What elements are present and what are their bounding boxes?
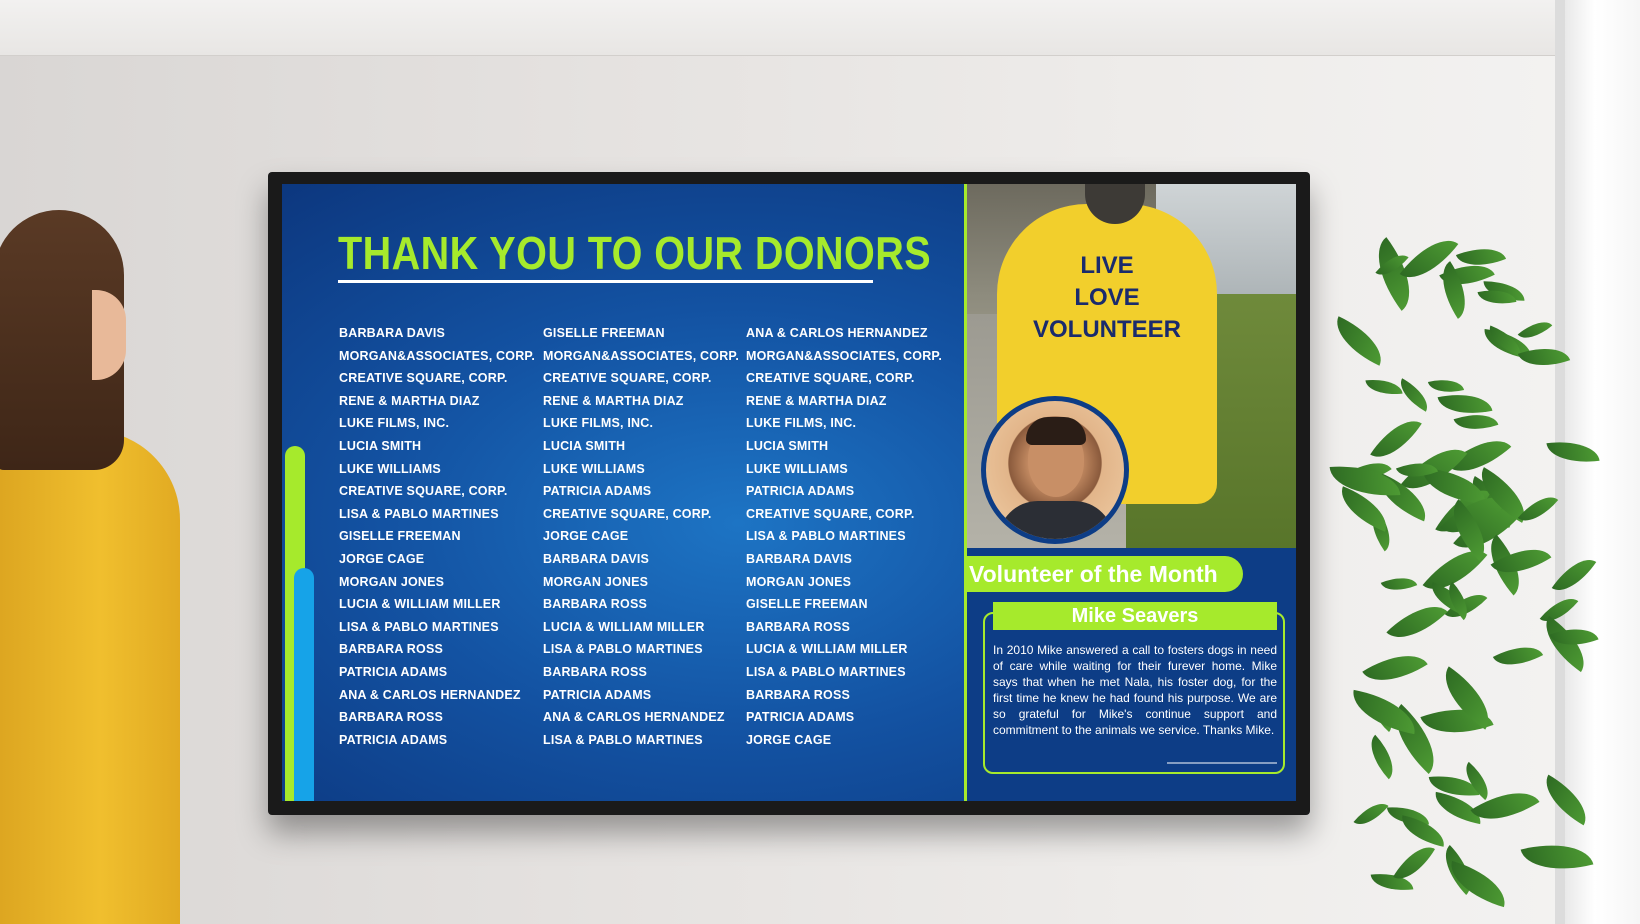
donor-name: CREATIVE SQUARE, CORP. [543, 506, 712, 521]
donor-name: LUCIA & WILLIAM MILLER [339, 597, 501, 612]
plant-leaf [1381, 570, 1418, 597]
donor-name: ANA & CARLOS HERNANDEZ [543, 710, 725, 725]
plant-leaf [1360, 734, 1403, 778]
tv-display [268, 172, 1310, 815]
donor-name: BARBARA DAVIS [543, 551, 650, 566]
plant-leaf [1518, 314, 1553, 347]
donor-name: LUCIA SMITH [339, 438, 422, 453]
page-title: THANK YOU TO OUR DONORS [338, 227, 932, 279]
plant-leaf [1444, 861, 1513, 907]
plant-leaf [1363, 641, 1428, 697]
volunteer-name: Mike Seavers [1071, 605, 1199, 627]
donor-name: CREATIVE SQUARE, CORP. [746, 371, 915, 386]
donor-name: JORGE CAGE [339, 551, 425, 566]
donor-name: BARBARA ROSS [543, 597, 648, 612]
volunteer-heading: Volunteer of the Month [969, 561, 1218, 587]
donor-name: PATRICIA ADAMS [746, 484, 855, 499]
donor-name: BARBARA ROSS [543, 664, 648, 679]
donor-name: BARBARA ROSS [339, 642, 444, 657]
woman-viewer [0, 210, 190, 924]
donor-name: MORGAN JONES [543, 574, 649, 589]
donor-name: MORGAN JONES [746, 574, 852, 589]
donor-name: GISELLE FREEMAN [339, 529, 461, 544]
donor-name: MORGAN&ASSOCIATES, CORP. [746, 348, 943, 363]
plant-leaf [1366, 376, 1403, 397]
donor-name: CREATIVE SQUARE, CORP. [543, 371, 712, 386]
donor-name: LUKE FILMS, INC. [543, 416, 654, 431]
donor-name: LUCIA & WILLIAM MILLER [543, 619, 705, 634]
ceiling [0, 0, 1640, 56]
donor-name: MORGAN&ASSOCIATES, CORP. [339, 348, 536, 363]
donor-name: LISA & PABLO MARTINES [543, 642, 703, 657]
shirt-text [997, 250, 1217, 346]
avatar-suit [998, 501, 1114, 544]
woman-face [92, 290, 126, 380]
donor-name: LUKE FILMS, INC. [339, 416, 450, 431]
plant-leaf [1518, 339, 1570, 376]
donor-name: LUCIA SMITH [746, 438, 829, 453]
donor-screen [282, 184, 1296, 801]
donor-name: CREATIVE SQUARE, CORP. [339, 484, 508, 499]
woman-yellow-shirt [0, 430, 180, 924]
donor-name: PATRICIA ADAMS [746, 710, 855, 725]
volunteer-panel [967, 184, 1296, 801]
plant-leaf [1535, 775, 1597, 826]
donor-name: CREATIVE SQUARE, CORP. [339, 371, 508, 386]
donor-name: LUKE WILLIAMS [543, 461, 645, 476]
avatar [981, 396, 1129, 544]
donor-name: BARBARA ROSS [339, 710, 444, 725]
donor-name: LUCIA & WILLIAM MILLER [746, 642, 908, 657]
donor-name: BARBARA ROSS [746, 687, 851, 702]
donor-name: LISA & PABLO MARTINES [746, 529, 906, 544]
donor-name: RENE & MARTHA DIAZ [543, 393, 684, 408]
donor-name: GISELLE FREEMAN [746, 597, 868, 612]
donor-name: PATRICIA ADAMS [339, 664, 448, 679]
donor-column-2 [543, 322, 739, 751]
plant-leaf [1551, 550, 1596, 601]
donor-panel [282, 184, 964, 801]
donor-name: LISA & PABLO MARTINES [746, 664, 906, 679]
donor-name: ANA & CARLOS HERNANDEZ [339, 687, 521, 702]
plant-leaf [1353, 795, 1388, 832]
plant-leaf [1521, 833, 1594, 880]
shirt-line-2: LOVE [1074, 284, 1140, 311]
donor-name: PATRICIA ADAMS [543, 687, 652, 702]
donor-name: LUKE WILLIAMS [339, 461, 441, 476]
avatar-hair [1026, 417, 1086, 445]
donor-name: MORGAN JONES [339, 574, 445, 589]
donor-name: BARBARA ROSS [746, 619, 851, 634]
shirt-line-3: VOLUNTEER [1032, 316, 1181, 343]
donor-name: PATRICIA ADAMS [339, 732, 448, 747]
volunteer-description: In 2010 Mike answered a call to fosters dogs in need of care while waiting for their furever home. Mike says that when he met Nala, his foster dog, for the first time he knew he had found his purpose. We are so grateful for Mike's continue support and commitment to the animals we service. Thanks Mike. [993, 643, 1277, 737]
donor-name: BARBARA DAVIS [746, 551, 853, 566]
donor-name: RENE & MARTHA DIAZ [746, 393, 887, 408]
plant-leaf [1327, 317, 1391, 366]
donor-column-3 [746, 322, 942, 751]
plant-leaf [1546, 437, 1599, 467]
donor-name: PATRICIA ADAMS [543, 484, 652, 499]
donor-name: RENE & MARTHA DIAZ [339, 393, 480, 408]
title-underline [338, 280, 873, 283]
donor-name: JORGE CAGE [543, 529, 629, 544]
donor-column-1 [339, 322, 535, 751]
donor-name: LISA & PABLO MARTINES [543, 732, 703, 747]
donor-name: LUCIA SMITH [543, 438, 626, 453]
donor-name: LISA & PABLO MARTINES [339, 506, 499, 521]
plant-leaf [1370, 409, 1422, 469]
donor-name: MORGAN&ASSOCIATES, CORP. [543, 348, 740, 363]
signature-line [1167, 762, 1277, 772]
house-plant [1310, 230, 1610, 924]
donor-name: LUKE WILLIAMS [746, 461, 848, 476]
donor-name: LUKE FILMS, INC. [746, 416, 857, 431]
blue-accent-bar [294, 568, 314, 801]
donor-name: ANA & CARLOS HERNANDEZ [746, 326, 928, 340]
donor-name: BARBARA DAVIS [339, 326, 446, 340]
donor-name: JORGE CAGE [746, 732, 832, 747]
plant-leaf [1386, 591, 1447, 652]
shirt-line-1: LIVE [1080, 252, 1134, 279]
donor-name: GISELLE FREEMAN [543, 326, 665, 340]
donor-name: CREATIVE SQUARE, CORP. [746, 506, 915, 521]
donor-name: LISA & PABLO MARTINES [339, 619, 499, 634]
volunteer-photo [967, 184, 1296, 548]
plant-leaf [1493, 636, 1543, 676]
